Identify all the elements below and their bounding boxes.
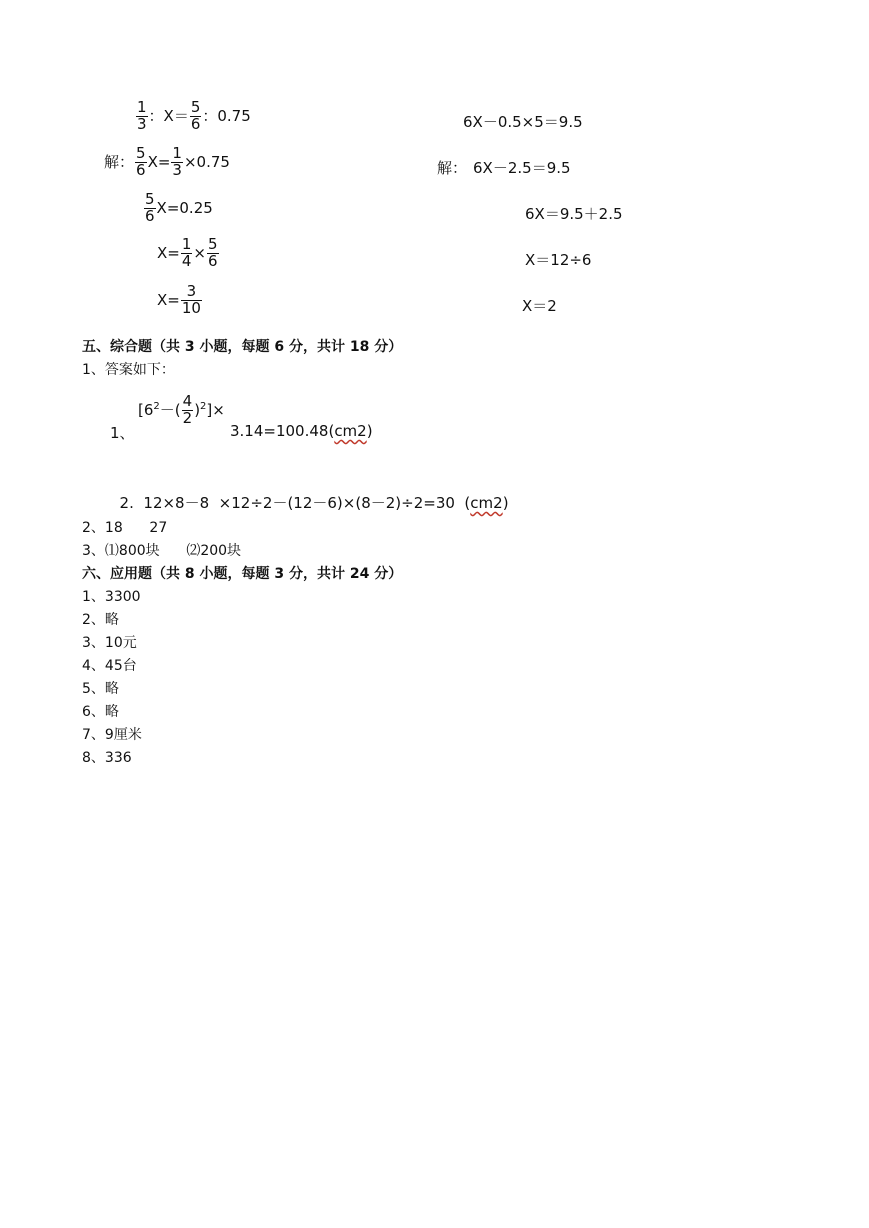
- right-step-3: X＝12÷6: [525, 251, 592, 269]
- fraction: $\frac{5}{6}$: [136, 144, 146, 179]
- fraction: $\frac{1}{3}$: [172, 144, 182, 179]
- q1-formula-2: 2. 12×8－8 ×12÷2－(12－6)×(8－2)÷2=30 (cm2): [119, 494, 509, 512]
- section-5-q2: 2、18 27: [82, 520, 168, 536]
- section-6-title: 六、应用题（共 8 小题，每题 3 分，共计 24 分）: [82, 566, 403, 582]
- q1-formula-label: 1、: [110, 424, 135, 442]
- section-5-q3: 3、⑴800块 ⑵200块: [82, 543, 242, 559]
- fraction: $\frac{5}{6}$: [190, 98, 201, 133]
- q1-formula-top: [$6^2-$( $\frac{4}{2}$ )$^2$]×: [138, 392, 225, 427]
- answer-item: 7、9厘米: [82, 727, 142, 743]
- right-problem: 6X－0.5×5＝9.5: [463, 113, 583, 131]
- answer-item: 5、略: [82, 681, 119, 697]
- left-step-1: 解： $\frac{5}{6}$ X= $\frac{1}{3}$ ×0.75: [104, 144, 230, 179]
- fraction: $\frac{5}{6}$: [207, 235, 218, 270]
- fraction: $\frac{3}{10}$: [181, 282, 201, 317]
- left-step-4: X= $\frac{3}{10}$: [157, 282, 201, 317]
- section-5-title: 五、综合题（共 3 小题，每题 6 分，共计 18 分）: [82, 339, 403, 355]
- unit-cm2: cm2: [334, 422, 367, 440]
- right-step-4: X＝2: [522, 297, 557, 315]
- fraction: $\frac{4}{2}$: [182, 392, 193, 427]
- answer-item: 6、略: [82, 704, 119, 720]
- section-5-q1-intro: 1、答案如下：: [82, 362, 175, 378]
- left-problem: $\frac{1}{3}$ ：X＝ $\frac{5}{6}$ ：0.75: [137, 98, 251, 133]
- left-step-3: X= $\frac{1}{4}$ × $\frac{5}{6}$: [157, 235, 218, 270]
- right-step-2: 6X＝9.5＋2.5: [525, 205, 623, 223]
- answer-item: 1、3300: [82, 589, 141, 605]
- answer-item: 8、336: [82, 750, 132, 766]
- fraction: $\frac{5}{6}$: [145, 190, 155, 225]
- unit-cm2: cm2: [470, 494, 503, 512]
- fraction: $\frac{1}{3}$: [137, 98, 147, 133]
- right-step-1: 解： 6X－2.5＝9.5: [437, 159, 571, 177]
- q1-formula-result: 3.14=100.48(cm2): [230, 422, 373, 440]
- answer-item: 4、45台: [82, 658, 137, 674]
- answer-item: 2、略: [82, 612, 119, 628]
- left-step-2: $\frac{5}{6}$ X=0.25: [145, 190, 213, 225]
- fraction: $\frac{1}{4}$: [181, 235, 192, 270]
- answer-item: 3、10元: [82, 635, 137, 651]
